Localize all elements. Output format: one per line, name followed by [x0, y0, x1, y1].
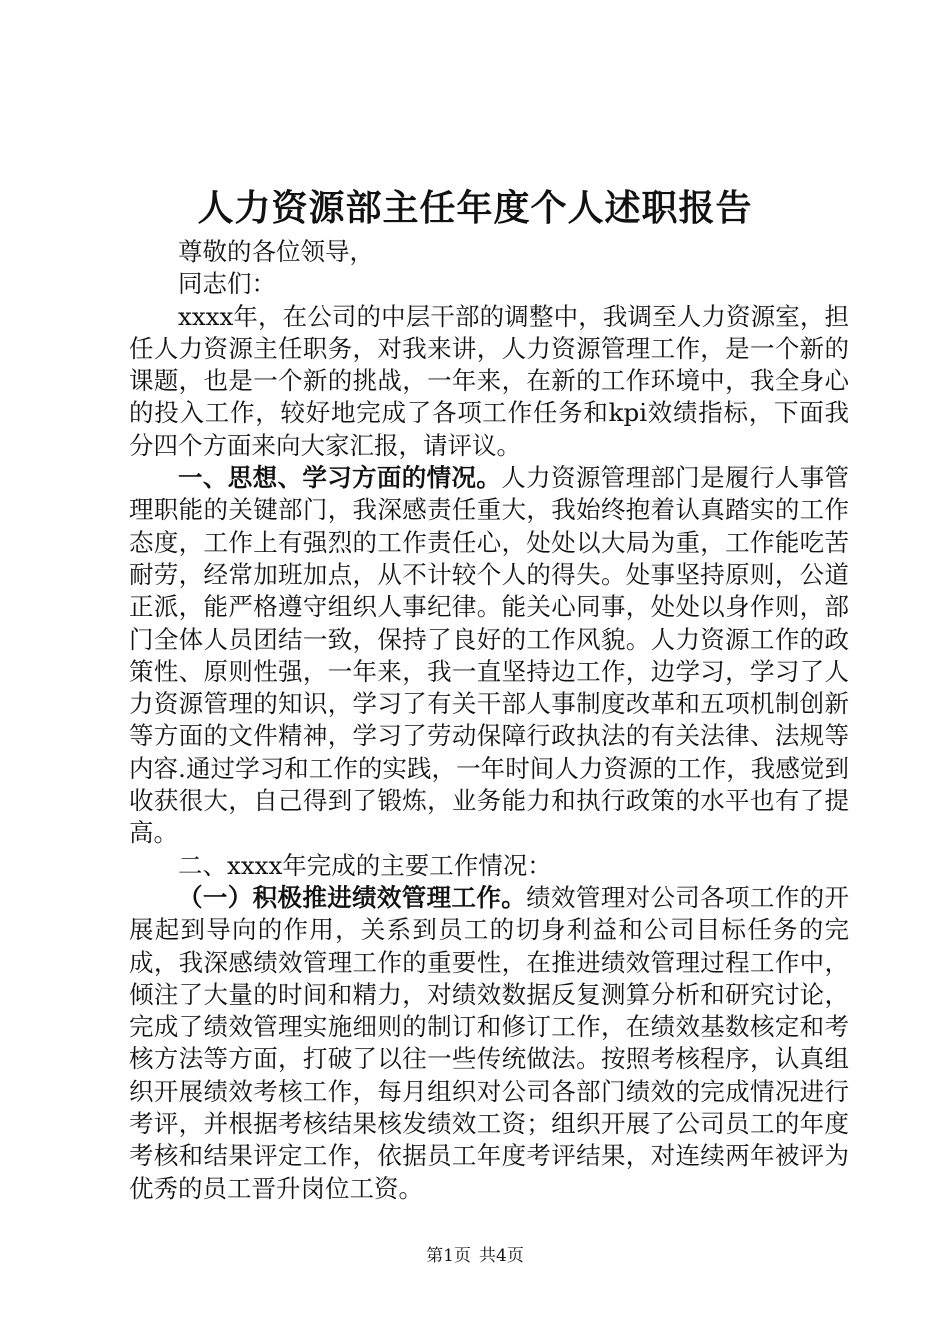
page-total: 共4页: [479, 1246, 524, 1266]
greeting-line: 尊敬的各位领导，: [178, 237, 374, 266]
subsection1-heading: （一）积极推进绩效管理工作。: [178, 882, 527, 912]
subsection1-paragraph: [129, 882, 849, 1205]
subsection1-text: 绩效管理对公司各项工作的开展起到导向的作用，关系到员工的切身利益和公司目标任务的完成，我深感绩效管理工作的重要性，在推进绩效管理过程工作中，倾注了大量的时间和精力，对绩效数据反复测算分析和研究讨论，完成了绩效管理实施细则的制订和修订工作，在绩效基数核定和考核方法等方面，打破了以往一些传统做法。按照考核程序，认真组织开展绩效考核工作，每月组织对公司各部门绩效的完成情况进行考评，并根据考核结果核发绩效工资；组织开展了公司员工的年度考核和结果评定工作，依据员工年度考评结果，对连续两年被评为优秀的员工晋升岗位工资。: [129, 882, 850, 1203]
section2-heading: 二、xxxx年完成的主要工作情况：: [178, 850, 552, 880]
document-title: 人力资源部主任年度个人述职报告: [197, 187, 753, 229]
document-body: [129, 236, 849, 1205]
section1-text: 人力资源管理部门是履行人事管理职能的关键部门，我深感责任重大，我始终抱着认真踏实的工作态度，工作上有强烈的工作责任心，处处以大局为重，工作能吃苦耐劳，经常加班加点，从不计较个人的得失。处事坚持原则，公道正派，能严格遵守组织人事纪律。能关心同事，处处以身作则，部门全体人员团结一致，保持了良好的工作风貌。人力资源工作的政策性、原则性强，一年来，我一直坚持边工作，边学习，学习了人力资源管理的知识，学习了有关干部人事制度改革和五项机制创新等方面的文件精神，学习了劳动保障行政执法的有关法律、法规等内容.通过学习和工作的实践，一年时间人力资源的工作，我感觉到收获很大，自己得到了锻炼，业务能力和执行政策的水平也有了提高。: [129, 463, 849, 848]
section1-paragraph: [129, 462, 849, 850]
intro-paragraph: xxxx年，在公司的中层干部的调整中，我调至人力资源室，担任人力资源主任职务，对我来讲，人力资源管理工作，是一个新的课题，也是一个新的挑战，一年来，在新的工作环境中，我全身心的投入工作，较好地完成了各项工作任务和kpi效绩指标，下面我分四个方面来向大家汇报，请评议。: [129, 301, 849, 460]
salutation-line: 同志们：: [178, 269, 276, 299]
page-footer: [0, 1245, 950, 1267]
section1-heading: 一、思想、学习方面的情况。: [178, 463, 502, 493]
page-number: 第1页: [426, 1246, 471, 1266]
